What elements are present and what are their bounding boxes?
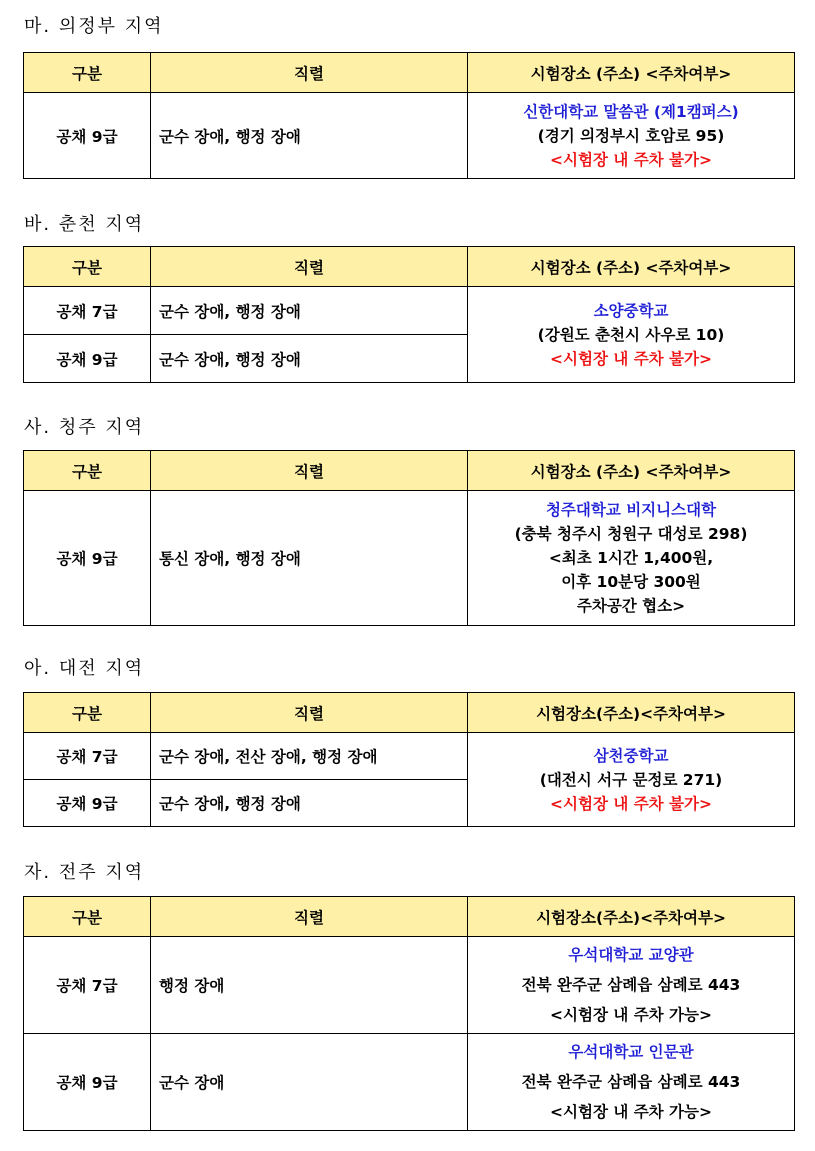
exam-type: 공채 9급 [24, 1034, 151, 1131]
venue-cell [468, 937, 795, 1034]
parking-info: 이후 10분당 300원 [561, 573, 701, 591]
table-jeonju [23, 896, 795, 1131]
venue-address: (충북 청주시 청원구 대성로 298) [514, 525, 748, 543]
exam-type: 공채 9급 [24, 780, 151, 827]
job-series: 행정 장애 [151, 937, 468, 1034]
venue-address: (강원도 춘천시 사우로 10) [537, 325, 725, 344]
venue-name: 우석대학교 인문관 [568, 1043, 694, 1061]
job-series: 군수 장애, 행정 장애 [151, 287, 468, 335]
parking-info: <시험장 내 주차 가능> [550, 1103, 712, 1121]
venue-name: 우석대학교 교양관 [568, 946, 694, 964]
header-venue: 시험장소(주소)<주차여부> [468, 897, 795, 937]
job-series: 통신 장애, 행정 장애 [151, 491, 468, 626]
venue-cell [468, 733, 795, 827]
header-venue: 시험장소 (주소) <주차여부> [468, 451, 795, 491]
table-chuncheon [23, 246, 795, 383]
venue-cell [468, 491, 795, 626]
job-series: 군수 장애, 행정 장애 [151, 335, 468, 383]
header-venue: 시험장소 (주소) <주차여부> [468, 53, 795, 93]
section-title-uijeongbu: 마. 의정부 지역 [24, 16, 164, 37]
table-row [24, 1034, 795, 1131]
job-series: 군수 장애, 행정 장애 [151, 780, 468, 827]
table-daejeon [23, 692, 795, 827]
table-row [24, 937, 795, 1034]
header-job: 직렬 [151, 451, 468, 491]
venue-name: 소양중학교 [593, 301, 669, 320]
job-series: 군수 장애 [151, 1034, 468, 1131]
parking-info: 주차공간 협소> [576, 597, 686, 615]
table-row [24, 287, 795, 335]
exam-type: 공채 9급 [24, 491, 151, 626]
header-venue: 시험장소 (주소) <주차여부> [468, 247, 795, 287]
header-job: 직렬 [151, 247, 468, 287]
header-venue: 시험장소(주소)<주차여부> [468, 693, 795, 733]
job-series: 군수 장애, 행정 장애 [151, 93, 468, 179]
parking-info: <시험장 내 주차 불가> [550, 794, 712, 813]
section-title-chuncheon: 바. 춘천 지역 [24, 214, 145, 235]
header-job: 직렬 [151, 897, 468, 937]
parking-info: <시험장 내 주차 가능> [550, 1006, 712, 1024]
header-type: 구분 [24, 451, 151, 491]
table-row [24, 491, 795, 626]
exam-type: 공채 7급 [24, 937, 151, 1034]
table-cheongju [23, 450, 795, 626]
header-job: 직렬 [151, 693, 468, 733]
exam-type: 공채 7급 [24, 287, 151, 335]
venue-name: 삼천중학교 [593, 746, 669, 765]
table-row [24, 733, 795, 780]
parking-info: <시험장 내 주차 불가> [550, 150, 712, 169]
venue-address: (대전시 서구 문정로 271) [539, 770, 723, 789]
parking-info: <시험장 내 주차 불가> [550, 349, 712, 368]
section-title-jeonju: 자. 전주 지역 [24, 862, 145, 883]
exam-type: 공채 9급 [24, 93, 151, 179]
parking-info: <최초 1시간 1,400원, [548, 549, 714, 567]
header-type: 구분 [24, 693, 151, 733]
venue-address: 전북 완주군 삼례읍 삼례로 443 [521, 1073, 741, 1091]
venue-name: 청주대학교 비지니스대학 [545, 501, 717, 519]
venue-address: (경기 의정부시 호암로 95) [537, 126, 725, 145]
job-series: 군수 장애, 전산 장애, 행정 장애 [151, 733, 468, 780]
section-title-cheongju: 사. 청주 지역 [24, 417, 145, 438]
exam-type: 공채 7급 [24, 733, 151, 780]
venue-name: 신한대학교 말씀관 (제1캠퍼스) [523, 102, 739, 121]
section-title-daejeon: 아. 대전 지역 [24, 658, 145, 679]
table-row [24, 93, 795, 179]
venue-cell [468, 1034, 795, 1131]
venue-address: 전북 완주군 삼례읍 삼례로 443 [521, 976, 741, 994]
header-job: 직렬 [151, 53, 468, 93]
table-uijeongbu [23, 52, 795, 179]
header-type: 구분 [24, 247, 151, 287]
header-type: 구분 [24, 53, 151, 93]
header-type: 구분 [24, 897, 151, 937]
venue-cell [468, 93, 795, 179]
exam-type: 공채 9급 [24, 335, 151, 383]
venue-cell [468, 287, 795, 383]
